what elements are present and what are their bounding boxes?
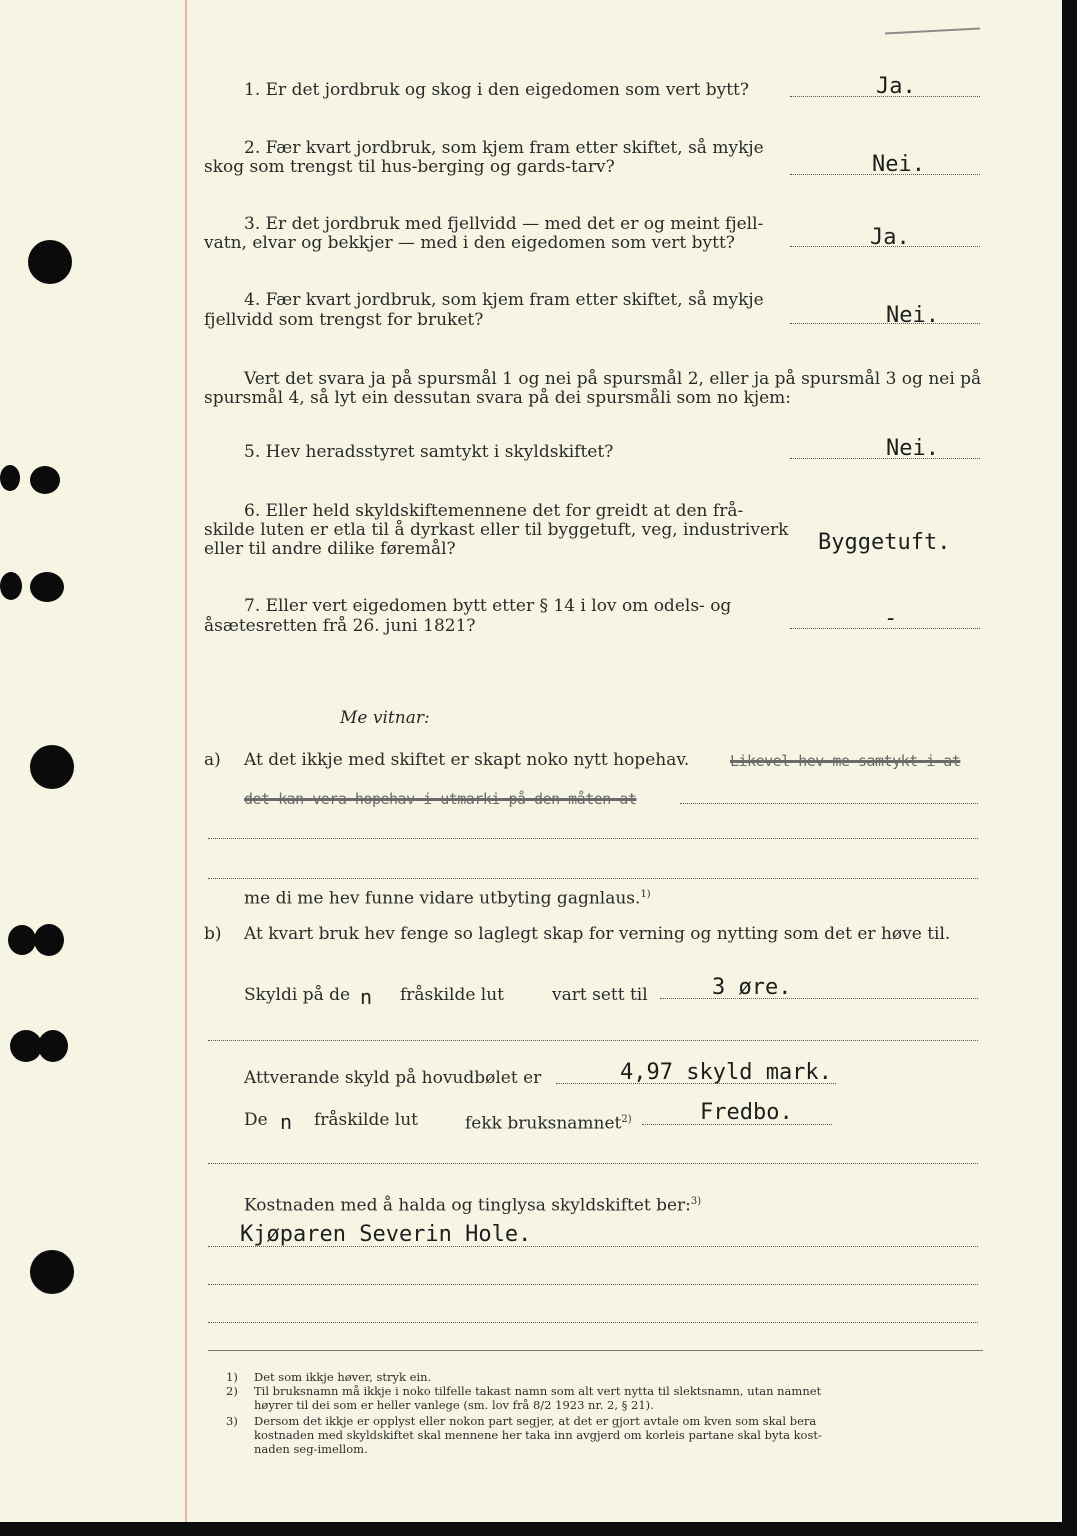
skyld-label-3: vart sett til <box>552 985 648 1005</box>
struck-text-2: det kan vera hopehav i utmarki på den måten at <box>244 790 637 808</box>
footnote-rule <box>208 1350 983 1351</box>
binder-hole-icon <box>38 1030 68 1062</box>
struck-text-1: Likevel hev me samtykt i at <box>730 752 961 770</box>
blank-line <box>208 1322 978 1323</box>
question-5: 5. Hev heradsstyret samtykt i skyldskiftet? <box>244 442 614 462</box>
bruksnamn-label-3 <box>465 1110 632 1134</box>
question-2-line-2: skog som trengst til hus-berging og gards-tarv? <box>204 157 615 177</box>
bruksnamn-label-3-text: fekk bruksnamnet <box>465 1113 622 1134</box>
bruksnamn-insert: n <box>280 1110 293 1134</box>
blank-line <box>208 1284 978 1285</box>
binder-hole-icon <box>30 572 64 602</box>
pencil-mark <box>885 28 980 35</box>
question-7-line-2: åsætesretten frå 26. juni 1821? <box>204 616 476 636</box>
witness-a-text: At det ikkje med skiftet er skapt noko nytt hopehav. <box>244 750 690 770</box>
answer-line <box>790 323 980 324</box>
answer-2: Nei. <box>872 152 925 177</box>
margin-line <box>185 0 187 1522</box>
skyld-insert: n <box>360 985 373 1009</box>
question-3-line-2: vatn, elvar og bekkjer — med i den eigedomen som vert bytt? <box>204 233 735 253</box>
answer-4: Nei. <box>886 303 939 328</box>
instruction-line-1: Vert det svara ja på spursmål 1 og nei på spursmål 2, eller ja på spursmål 3 og nei på <box>244 369 982 389</box>
blank-line <box>208 1040 978 1041</box>
kostnad-label-text: Kostnaden med å halda og tinglysa skyldskiftet ber: <box>244 1195 691 1216</box>
question-6-line-1: 6. Eller held skyldskiftemennene det for greidt at den frå- <box>244 501 744 521</box>
binder-hole-icon <box>0 465 20 491</box>
binder-hole-icon <box>30 745 74 789</box>
question-4-line-2: fjellvidd som trengst for bruket? <box>204 310 484 330</box>
answer-3: Ja. <box>870 225 910 250</box>
binder-hole-icon <box>8 925 36 955</box>
footnote-ref: 3) <box>690 1196 702 1207</box>
footnote-3-line-1: Dersom det ikkje er opplyst eller nokon part segjer, at det er gjort avtale om kven som skal bera <box>254 1414 817 1428</box>
blank-line <box>208 878 978 879</box>
footnote-2-line-2: høyrer til dei som er heller vanlege (sm. lov frå 8/2 1923 nr. 2, § 21). <box>254 1398 654 1412</box>
bruksnamn-value: Fredbo. <box>700 1100 793 1125</box>
blank-line <box>680 803 978 804</box>
footnote-3-mark: 3) <box>226 1414 238 1428</box>
hovudbol-label: Attverande skyld på hovudbølet er <box>244 1068 542 1088</box>
answer-7: - <box>884 606 898 631</box>
footnote-ref: 1) <box>640 889 651 900</box>
footnote-2-line-1: Til bruksnamn må ikkje i noko tilfelle takast namn som alt vert nytta til slektsnamn, utan namnet <box>254 1384 822 1398</box>
question-3-line-1: 3. Er det jordbruk med fjellvidd — med det er og meint fjell- <box>244 214 764 234</box>
binder-hole-icon <box>34 924 64 956</box>
footnote-2-mark: 2) <box>226 1384 238 1398</box>
answer-6: Byggetuft. <box>818 530 951 555</box>
question-6-line-2: skilde luten er etla til å dyrkast eller til byggetuft, veg, industriverk <box>204 520 789 540</box>
question-4-line-1: 4. Fær kvart jordbruk, som kjem fram etter skiftet, så mykje <box>244 290 764 310</box>
witness-b-label: b) <box>204 924 222 944</box>
answer-5: Nei. <box>886 436 939 461</box>
hovudbol-value: 4,97 skyld mark. <box>620 1060 832 1085</box>
bruksnamn-label-1: De <box>244 1110 268 1130</box>
witness-a-label: a) <box>204 750 221 770</box>
blank-line <box>208 838 978 839</box>
footnote-3-line-3: naden seg-imellom. <box>254 1442 368 1456</box>
question-1: 1. Er det jordbruk og skog i den eigedomen som vert bytt? <box>244 80 749 100</box>
answer-1: Ja. <box>876 74 916 99</box>
skyld-label-1: Skyldi på de <box>244 985 351 1005</box>
blank-line <box>208 1163 978 1164</box>
binder-hole-icon <box>28 240 72 284</box>
binder-hole-icon <box>30 466 60 494</box>
binder-hole-icon <box>0 572 22 600</box>
question-6-line-3: eller til andre dilike føremål? <box>204 539 456 559</box>
bruksnamn-label-2: fråskilde lut <box>314 1110 419 1130</box>
witness-b-text: At kvart bruk hev fenge so laglegt skap for verning og nytting som det er høve til. <box>244 924 951 944</box>
skyld-label-2: fråskilde lut <box>400 985 505 1005</box>
instruction-line-2: spursmål 4, så lyt ein dessutan svara på dei spursmåli som no kjem: <box>204 388 791 408</box>
skyld-value: 3 øre. <box>712 975 792 1000</box>
answer-line <box>790 458 980 459</box>
footnote-ref: 2) <box>621 1114 632 1125</box>
footnote-1-line-1: Det som ikkje høver, stryk ein. <box>254 1370 432 1384</box>
kostnad-label <box>244 1192 701 1216</box>
footnote-3-line-2: kostnaden med skyldskiftet skal mennene her taka inn avgjerd om korleis partane skal byta kost- <box>254 1428 822 1442</box>
question-7-line-1: 7. Eller vert eigedomen bytt etter § 14 i lov om odels- og <box>244 596 732 616</box>
witness-a-end <box>244 885 651 909</box>
kostnad-value: Kjøparen Severin Hole. <box>240 1222 532 1247</box>
footnote-1-mark: 1) <box>226 1370 238 1384</box>
question-2-line-1: 2. Fær kvart jordbruk, som kjem fram etter skiftet, så mykje <box>244 138 764 158</box>
witness-a-end-text: me di me hev funne vidare utbyting gagnlaus. <box>244 888 641 909</box>
binder-hole-icon <box>30 1250 74 1294</box>
witness-heading: Me vitnar: <box>340 708 430 728</box>
answer-line <box>660 998 978 999</box>
